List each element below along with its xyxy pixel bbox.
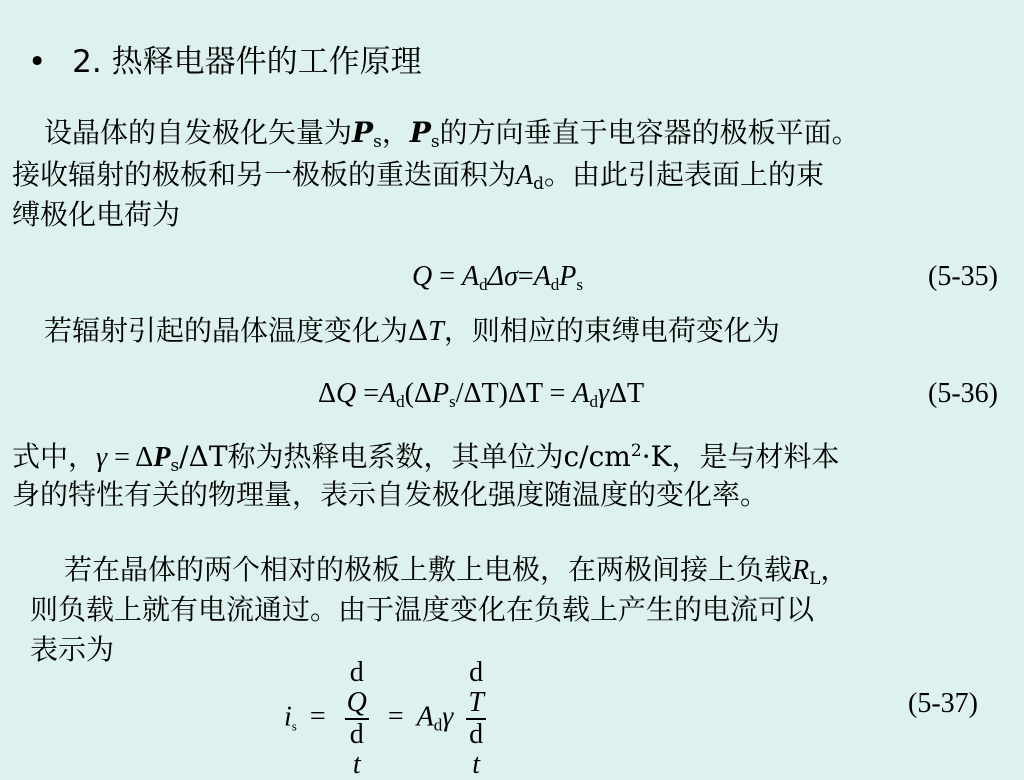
para1-line2: 接收辐射的极板和另一极板的重迭面积为$A_d$。由此引起表面上的束 xyxy=(12,158,825,194)
para4-line1: 若在晶体的两个相对的极板上敷上电极，在两极间接上负载$R_L$， xyxy=(64,553,849,589)
para2: 若辐射引起的晶体温度变化为ΔT，则相应的束缚电荷变化为 xyxy=(44,314,780,347)
equation-number-5-35: (5-35) xyxy=(928,261,998,292)
symbol-P: P xyxy=(352,116,374,149)
symbol-P: P xyxy=(409,116,431,149)
para3-line2: 身的特性有关的物理量，表示自发极化强度随温度的变化率。 xyxy=(12,478,769,511)
para4-line2: 则负载上就有电流通过。由于温度变化在负载上产生的电流可以 xyxy=(30,593,815,626)
para1-line1: 设晶体的自发极化矢量为$P_s$，$P_s$的方向垂直于电容器的极板平面。 xyxy=(44,116,860,152)
symbol-A: A xyxy=(516,160,534,191)
bullet-icon: • xyxy=(28,44,47,80)
equation-5-35: $Q = A_d\Delta\sigma=A_dP_s$ xyxy=(412,261,584,294)
para1-line3: 缚极化电荷为 xyxy=(12,198,181,231)
equation-5-36: $\Delta Q =A_d(\Delta P_s/\Delta T)\Delta T = A_d\gamma\Delta T$ xyxy=(318,378,645,411)
fraction-dQ-dt: d Q d t xyxy=(346,657,367,780)
slide-title xyxy=(28,36,422,81)
fraction-dT-dt: d T d t xyxy=(468,657,484,780)
title-text: 2. 热释电器件的工作原理 xyxy=(72,44,422,80)
equation-5-37: $i_s$ = d Q d t = $A_d\gamma$ d T d t xyxy=(284,657,484,780)
equation-number-5-37: (5-37) xyxy=(908,688,978,719)
para3-line1: 式中，$\gamma = \Delta P_s/\Delta T$称为热释电系数，其单位为$c/cm^2\cdot K$，是与材料本 xyxy=(12,440,840,476)
para4-line3: 表示为 xyxy=(30,633,115,666)
equation-number-5-36: (5-36) xyxy=(928,378,998,409)
